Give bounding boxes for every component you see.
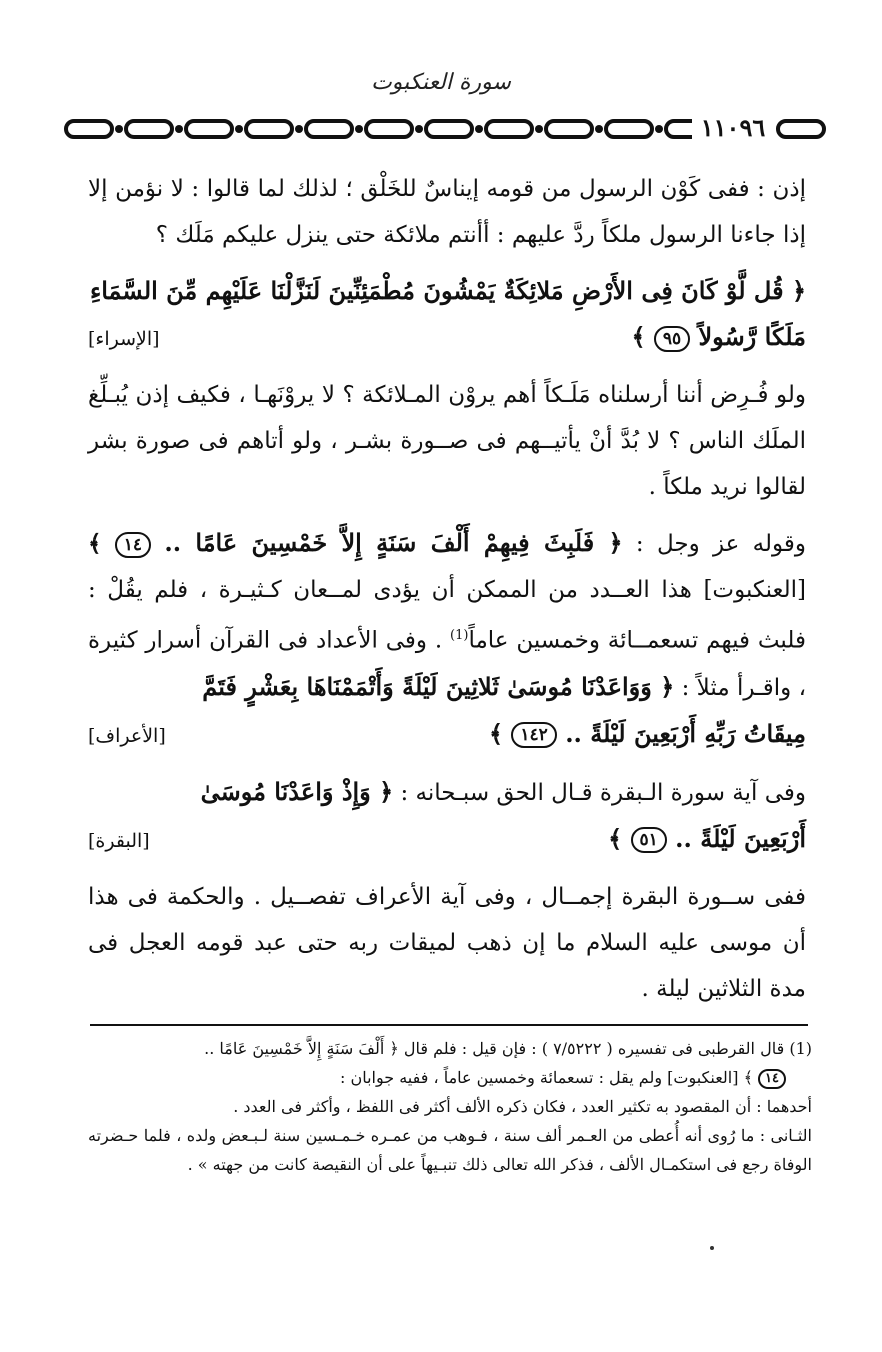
verse-isra-line2: مَلَكًا رَّسُولاً	[698, 322, 806, 351]
verse-ankabut: ﴿ فَلَبِثَ فِيهِمْ أَلْفَ سَنَةٍ إِلاَّ خَمْسِينَ عَامًا ..	[164, 528, 623, 557]
footnotes	[88, 1034, 812, 1179]
verse-baqara-line2: أَرْبَعِينَ لَيْلَةً ..	[675, 823, 806, 853]
paragraph-3-text-a: [العنكبوت] هذا العــدد من الممكن أن يؤدى لمــعان كـثيـرة ، فلم يقُلْ : فلبث فيهم تسعمــائة وخمسين عاماً	[88, 577, 806, 654]
page-number: ١١٠٩٦	[692, 113, 774, 143]
verse-isra-close: ﴾	[631, 322, 646, 351]
verse-number-14: ١٤	[115, 532, 151, 558]
surah-ref-isra: [الإسراء]	[88, 328, 160, 350]
verse-araf-line1: ﴿ وَوَاعَدْنَا مُوسَىٰ ثَلاثِينَ لَيْلَةً وَأَتْمَمْنَاهَا بِعَشْرٍ فَتَمَّ	[202, 671, 675, 701]
verse-baqara-line2-row	[88, 816, 806, 864]
verse-araf-line2-row	[88, 711, 806, 759]
paragraph-4-intro: وفى آية سورة الـبقرة قـال الحق سبـحانه :	[400, 779, 806, 806]
footnote-verse-number-14: ١٤	[758, 1069, 786, 1089]
verse-isra	[88, 268, 806, 362]
footnote-1-line2	[88, 1063, 812, 1092]
paragraph-3	[88, 520, 806, 759]
footnote-1-line1	[88, 1034, 812, 1063]
surah-ref-baqara: [البقرة]	[88, 829, 150, 852]
verse-number-95: ٩٥	[654, 326, 690, 352]
verse-araf-close: ﴾	[489, 718, 504, 748]
verse-number-142: ١٤٢	[511, 722, 556, 748]
verse-isra-line1: ﴿ قُل لَّوْ كَانَ فِى الأَرْضِ مَلائِكَةٌ يَمْشُونَ مُطْمَئِنِّينَ لَنَزَّلْنَا عَلَيْهِم مِّنَ السَّمَاءِ	[89, 276, 806, 305]
paragraph-4	[88, 769, 806, 864]
verse-isra-line2-row	[88, 314, 806, 362]
paragraph-3-intro: وقوله عز وجل :	[635, 531, 807, 557]
print-speck	[710, 1246, 714, 1250]
footnote-marker: (1)	[450, 628, 469, 643]
paragraph-3-text-b: . وفى الأعداد فى القرآن أسرار كثيرة ، واقـرأ مثلاً :	[88, 627, 806, 701]
footnote-1-line2-text: ﴾ [العنكبوت] ولم يقل : تسعمائة وخمسين عاماً ، ففيه جوابان :	[339, 1068, 753, 1087]
paragraph-2: ولو فُـرِض أننا أرسلناه مَلَـكاً أهم يروْن المـلائكة ؟ لا يروْنَهـا ، فكيف إذن يُبـلِّغ الملَك الناس ؟ لا بُدَّ أنْ يأتيــهم فى صــورة بشـر ، ولو أتاهم فى صورة بشر لقالوا نريد ملكاً .	[88, 382, 806, 500]
surah-title: سورة العنكبوت	[371, 70, 511, 95]
paragraph-1: إذن : ففى كَوْن الرسول من قومه إيناسٌ للخَلْق ؛ لذلك لما قالوا : لا نؤمن إلا إذا جاءنا الرسول ملكاً ردَّ عليهم : أأنتم ملائكة حتى ينزل عليكم مَلَك ؟	[88, 176, 806, 248]
verse-ankabut-close: ﴾	[88, 530, 102, 557]
footnote-1-line1-text: (1) قال القرطبى فى تفسيره ( ٧/٥٢٢٢ ) : فإن قيل : فلم قال ﴿ أَلْفَ سَنَةٍ إِلاَّ خَمْسِينَ عَامًا ..	[204, 1039, 812, 1058]
surah-ref-araf: [الأعراف]	[88, 724, 166, 747]
paragraph-5: ففى ســورة البقرة إجمــال ، وفى آية الأعراف تفصــيل . والحكمة فى هذا أن موسى عليه السلام ما إن ذهب لميقات ربه حتى عبد قومه العجل فى مدة الثلاثين ليلة .	[88, 883, 806, 1002]
verse-baqara-close: ﴾	[608, 823, 623, 853]
footnote-1-line3: أحدهما : أن المقصود به تكثير العدد ، فكان ذكره الألف أكثر فى اللفظ ، وأكثر فى العدد .	[233, 1097, 812, 1116]
footnote-1-line4: الثـانى : ما رُوى أنه أُعطى من العـمر ألف سنة ، فـوهب من عمـره خـمـسين سنة لـبـعض ولده ، فلما حـضرته الوفاة رجع فى استكمـال الألف ، فذكر الله تعالى ذلك تنبـيهاً على أن النقيصة كانت من جهته » .	[88, 1126, 812, 1174]
verse-number-51: ٥١	[631, 827, 667, 853]
main-text	[88, 166, 806, 1012]
verse-baqara-line1: ﴿ وَإِذْ وَاعَدْنَا مُوسَىٰ	[200, 776, 394, 806]
verse-araf-line2: مِيقَاتُ رَبِّهِ أَرْبَعِينَ لَيْلَةً ..	[565, 718, 806, 748]
footnote-divider	[90, 1024, 808, 1026]
